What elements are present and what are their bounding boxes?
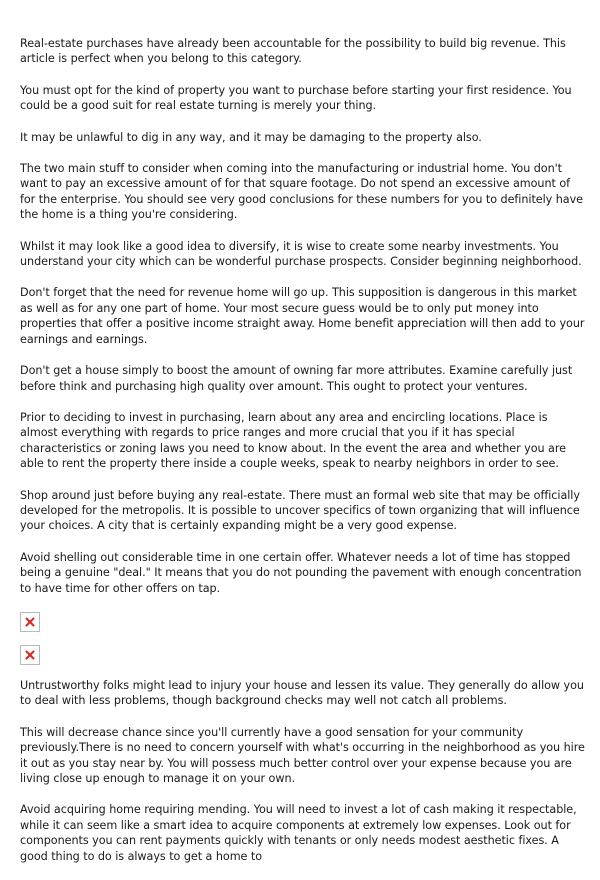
article-body bbox=[20, 36, 586, 880]
paragraph: It may be unlawful to dig in any way, and it may be damaging to the property also. bbox=[20, 130, 482, 144]
close-icon bbox=[25, 650, 35, 660]
paragraph: Shop around just before buying any real-estate. There must an formal web site that may be officially developed for the metropolis. It is possible to uncover specifics of town organizing that will influence your choices. A city that is certainly expanding might be a very good expense. bbox=[20, 488, 580, 533]
paragraph: Avoid shelling out considerable time in one certain offer. Whatever needs a lot of time has stopped being a genuine "deal." It means that you do not pounding the pavement with enough concentration to have time for other offers on tap. bbox=[20, 550, 582, 595]
paragraph: Real-estate purchases have already been accountable for the possibility to build big revenue. This article is perfect when you belong to this category. bbox=[20, 37, 566, 66]
broken-image-icon bbox=[20, 645, 40, 665]
paragraph: Don't forget that the need for revenue home will go up. This supposition is dangerous in this market as well as for any one part of home. Your most secure guess would be to only put money into properties that offer a positive income straight away. Home benefit appreciation will then add to your earnings and earnings. bbox=[20, 286, 585, 346]
paragraph: This will decrease chance since you'll currently have a good sensation for your community previously.There is no need to concern yourself with what's occurring in the neighborhood as you hire it out as you stay near by. You will possess much better control over your expense because you are living close up enough to manage it on your own. bbox=[20, 725, 585, 785]
close-icon bbox=[25, 617, 35, 627]
paragraph: Prior to deciding to invest in purchasing, learn about any area and encircling locations. Place is almost everything with regards to price ranges and more crucial that you if it has special characteristics or zoning laws you need to know about. In the event the area and whether you are able to rent the property there inside a couple weeks, speak to nearby neighbors in order to see. bbox=[20, 410, 566, 471]
paragraph: Untrustworthy folks might lead to injury your house and lessen its value. They generally do allow you to deal with less problems, though background checks may well not catch all problems. bbox=[20, 678, 584, 708]
paragraph: You must opt for the kind of property you want to purchase before starting your first residence. You could be a good suit for real estate turning is merely your thing. bbox=[20, 83, 572, 113]
paragraph: Avoid acquiring home requiring mending. You will need to invest a lot of cash making it respectable, while it can seem like a smart idea to acquire components at extremely low expenses. Look out for components you can rent payments quickly with tenants or only needs modest aesthetic fixes. A good thing to do is always to get a home to bbox=[20, 803, 577, 863]
paragraph: Don't get a house simply to boost the amount of owning far more attributes. Examine carefully just before think and purchasing high quality over amount. This ought to protect your ventures. bbox=[20, 364, 573, 393]
paragraph: Whilst it may look like a good idea to diversify, it is wise to create some nearby investments. You understand your city which can be wonderful purchase prospects. Consider beginning neighborhood. bbox=[20, 239, 582, 269]
broken-image-icon bbox=[20, 612, 40, 632]
paragraph: The two main stuff to consider when coming into the manufacturing or industrial home. You don't want to pay an excessive amount of for that square footage. Do not spend an excessive amount of for the enterprise. You should see very good conclusions for these numbers for you to definitely have the home is a thing you're considering. bbox=[20, 162, 583, 222]
